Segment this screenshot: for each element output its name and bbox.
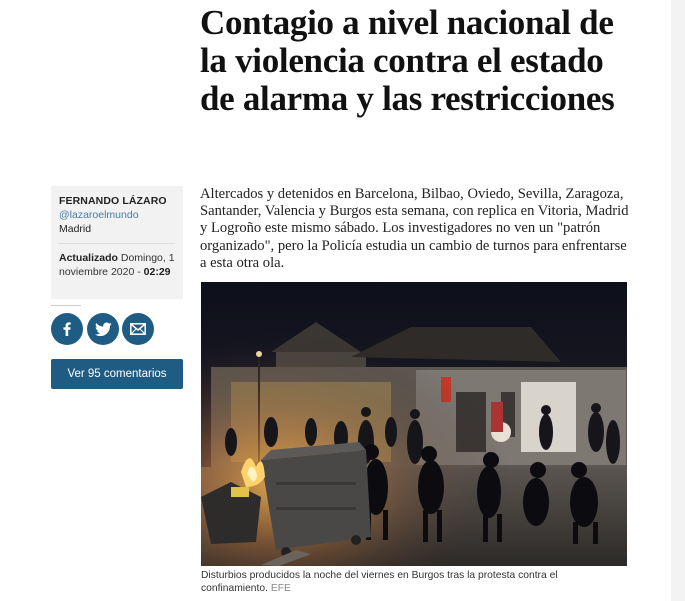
share-divider [51, 305, 81, 306]
article-standfirst: Altercados y detenidos en Barcelona, Bilbao, Oviedo, Sevilla, Zaragoza, Santander, Valencia y Burgos esta semana, con replica en Vitoria, Madrid y Logroño este mismo sábado. Los investigadores no ven un "patrón organizado", pero la Policía estudia un cambio de turnos para enfrentarse a esta otra ola. [200, 186, 629, 271]
byline-divider [59, 243, 175, 244]
updated-timestamp [59, 252, 179, 279]
article-headline: Contagio a nivel nacional de la violencia contra el estado de alarma y las restricciones [200, 3, 615, 118]
page-scroll-gutter [671, 0, 685, 601]
photo-credit: EFE [270, 582, 291, 594]
author-twitter-handle[interactable]: @lazaroelmundo [59, 209, 139, 221]
facebook-icon [59, 321, 75, 337]
caption-text: Disturbios producidos la noche del viernes en Burgos tras la protesta contra el confinamiento. [201, 570, 558, 594]
article-photo[interactable] [201, 282, 627, 566]
updated-time: 02:29 [143, 265, 171, 278]
author-city: Madrid [59, 223, 92, 235]
share-facebook-button[interactable] [51, 313, 83, 345]
riot-scene-illustration [201, 282, 627, 566]
view-comments-button[interactable]: Ver 95 comentarios [51, 359, 183, 389]
author-name[interactable]: FERNANDO LÁZARO [59, 195, 167, 207]
updated-label: Actualizado [59, 252, 118, 264]
email-icon [130, 323, 146, 335]
share-twitter-button[interactable] [87, 313, 119, 345]
photo-caption [201, 570, 627, 595]
share-email-button[interactable] [122, 313, 154, 345]
byline-box [51, 186, 183, 299]
updated-date: Domingo, 1 noviembre 2020 - [59, 252, 175, 278]
twitter-icon [95, 322, 112, 337]
